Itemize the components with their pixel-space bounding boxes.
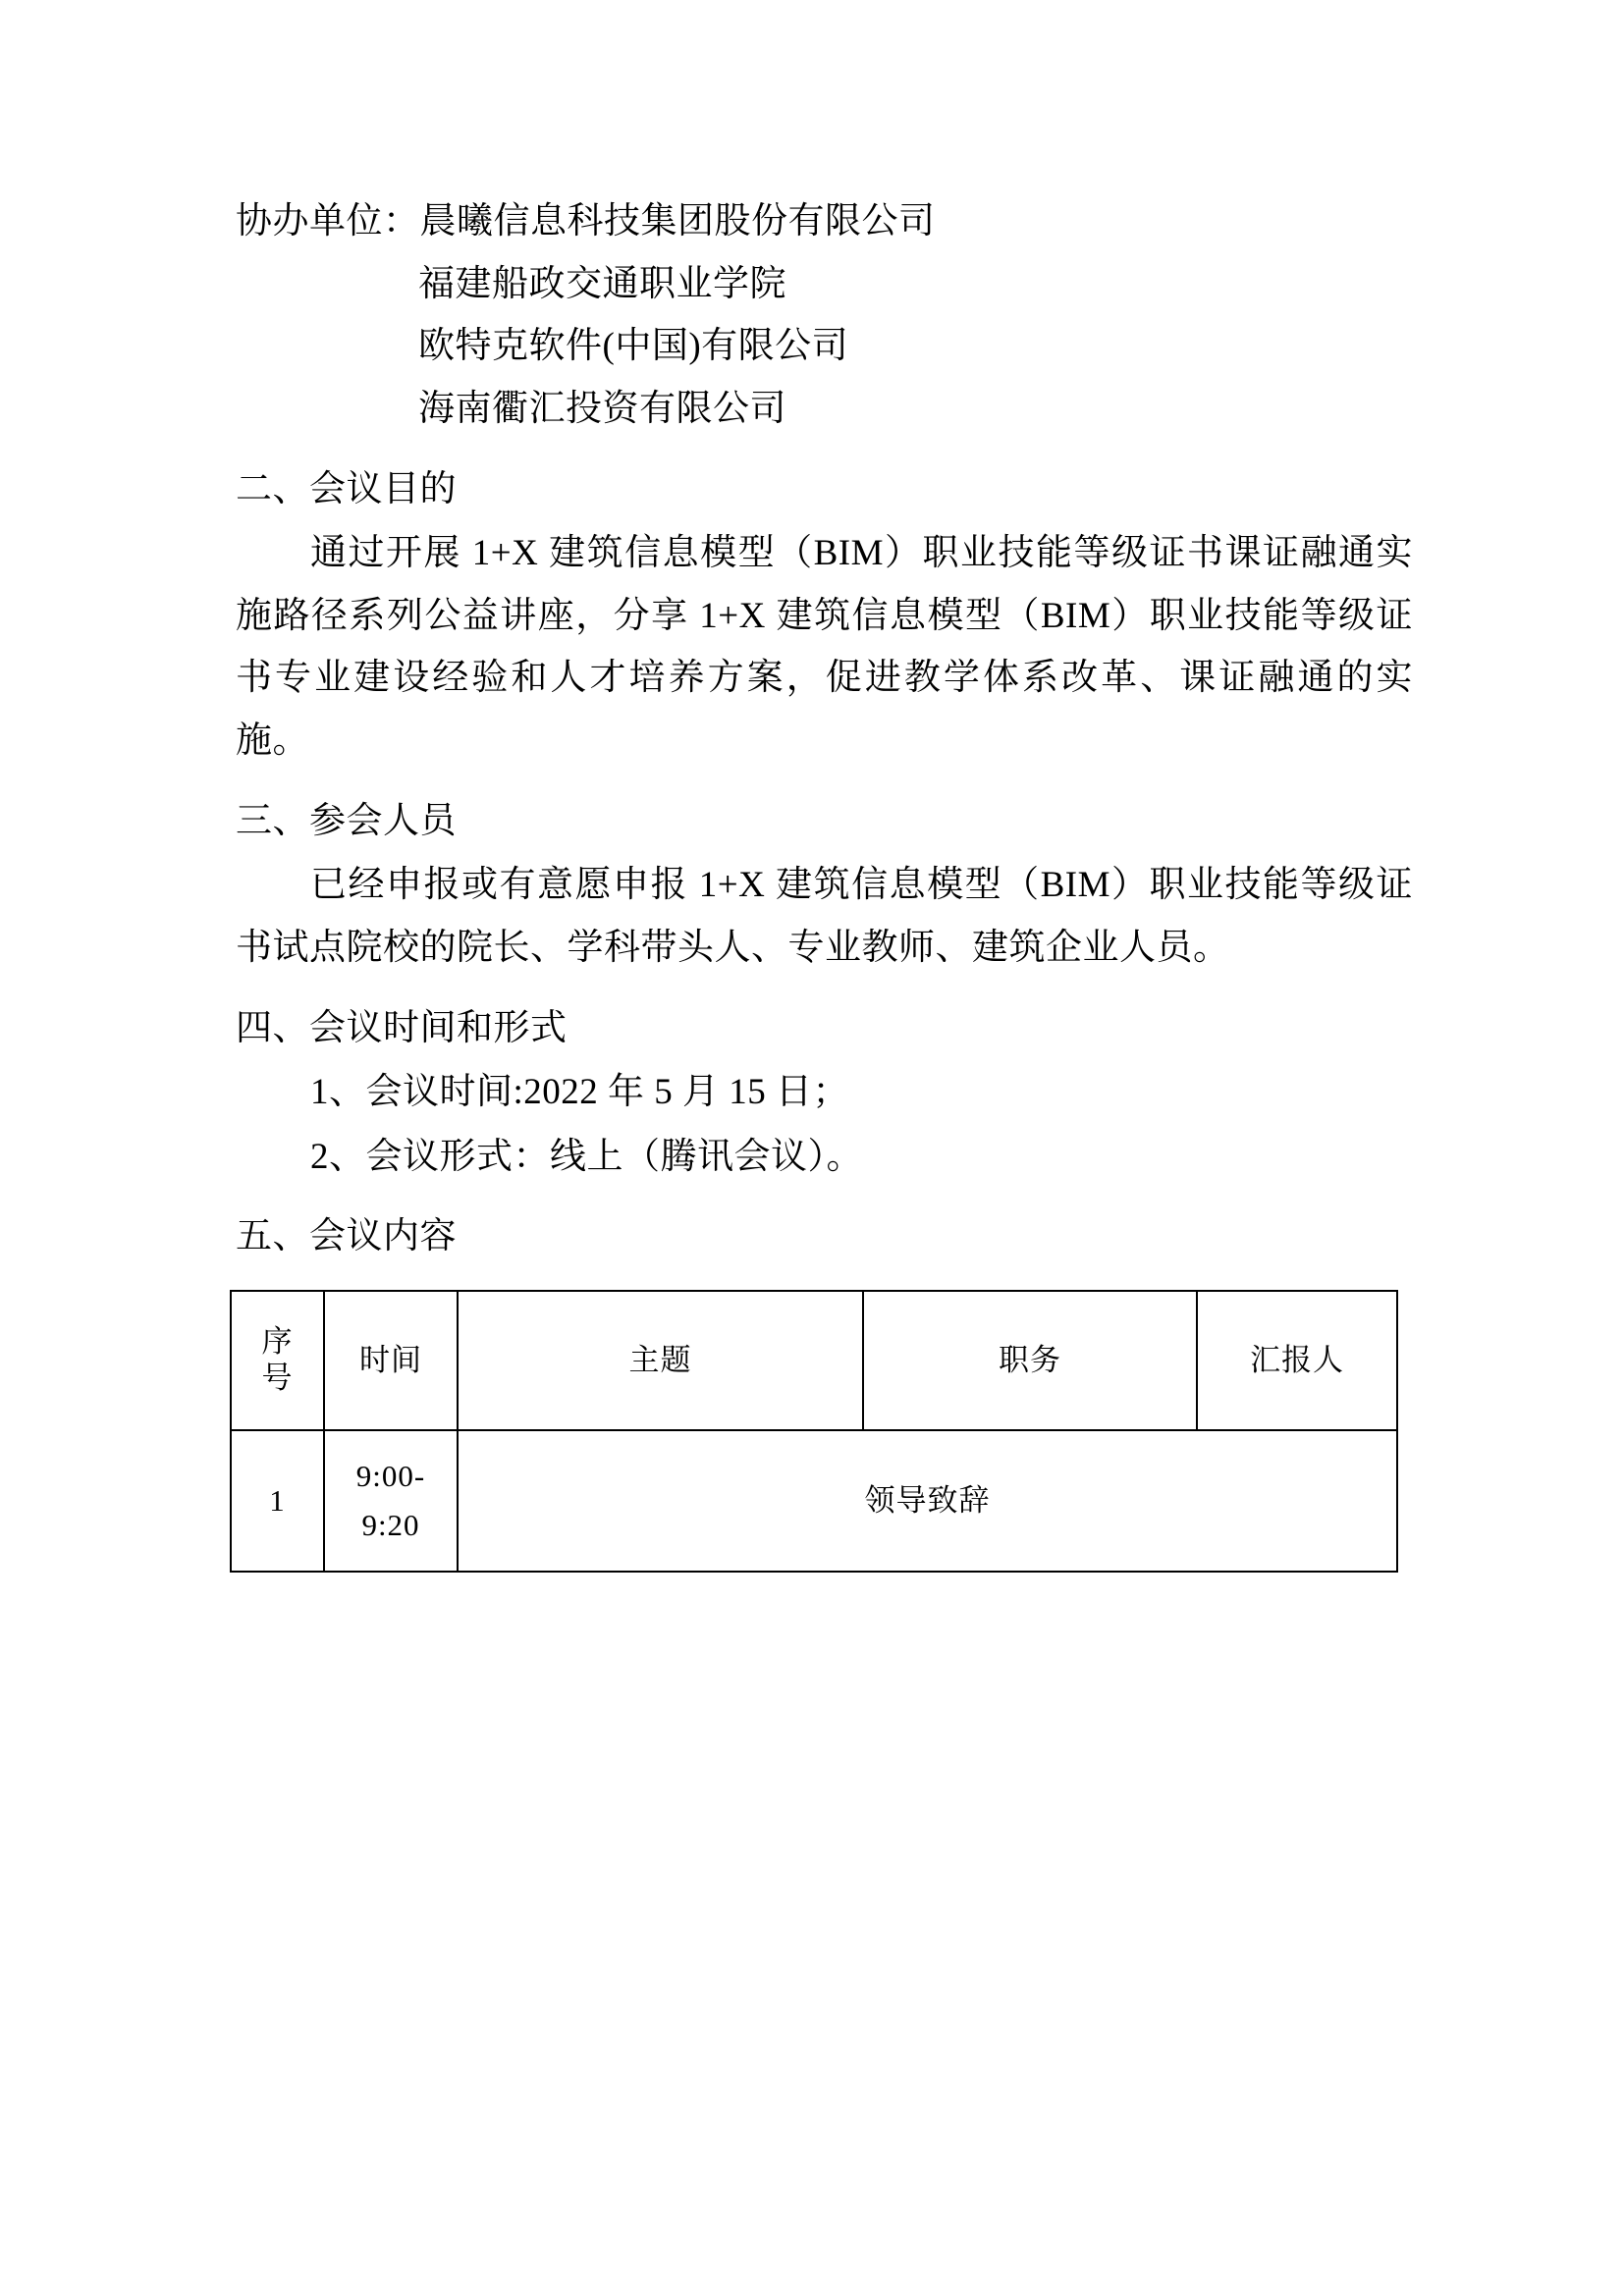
section-paragraph-purpose: 通过开展 1+X 建筑信息模型（BIM）职业技能等级证书课证融通实施路径系列公益讲座，分享 1+X 建筑信息模型（BIM）职业技能等级证书专业建设经验和人才培养方案，促进教学体系改革、课证融通的实施。 [236,533,1413,761]
coorganizer-name: 欧特克软件(中国)有限公司 [418,326,849,367]
section-heading-purpose: 二、会议目的 [236,468,457,509]
coorganizer-name: 福建船政交通职业学院 [418,263,786,304]
column-header-topic: 主题 [458,1291,863,1430]
agenda-table [230,1290,1398,1573]
table-row [231,1430,1397,1572]
column-header-no-line2: 号 [261,1361,294,1395]
section-heading-participants: 三、参会人员 [236,800,457,841]
coorganizer-line [236,253,1413,316]
cell-no: 1 [231,1430,324,1572]
coorganizer-line [236,378,1413,441]
section-paragraph-participants: 已经申报或有意愿申报 1+X 建筑信息模型（BIM）职业技能等级证书试点院校的院长、学科带头人、专业教师、建筑企业人员。 [236,865,1413,968]
agenda-table-head [231,1291,1397,1430]
coorganizer-name: 晨曦信息科技集团股份有限公司 [419,201,936,241]
coorganizer-line [236,190,1413,253]
column-header-no-line1: 序 [261,1324,294,1360]
section-heading-time-format: 四、会议时间和形式 [236,1007,568,1048]
coorganizer-line [236,315,1413,378]
cell-time [324,1430,458,1572]
agenda-table-body [231,1430,1397,1572]
section-heading-content: 五、会议内容 [236,1216,457,1257]
column-header-reporter: 汇报人 [1197,1291,1397,1430]
coorganizer-label: 协办单位： [236,201,420,241]
meeting-time-item: 1、会议时间:2022 年 5 月 15 日； [310,1072,850,1113]
table-header-row [231,1291,1397,1430]
cell-time-end: 9:20 [361,1508,420,1542]
meeting-format-item: 2、会议形式：线上（腾讯会议）。 [310,1136,863,1177]
document-body [236,190,1413,1573]
coorganizer-name: 海南衢汇投资有限公司 [418,388,786,429]
cell-topic: 领导致辞 [458,1430,1397,1572]
column-header-duty: 职务 [863,1291,1197,1430]
cell-time-start: 9:00- [355,1459,426,1494]
agenda-table-wrapper [230,1290,1413,1573]
coorganizer-block [236,190,1413,441]
column-header-no [231,1291,324,1430]
column-header-time: 时间 [324,1291,458,1430]
